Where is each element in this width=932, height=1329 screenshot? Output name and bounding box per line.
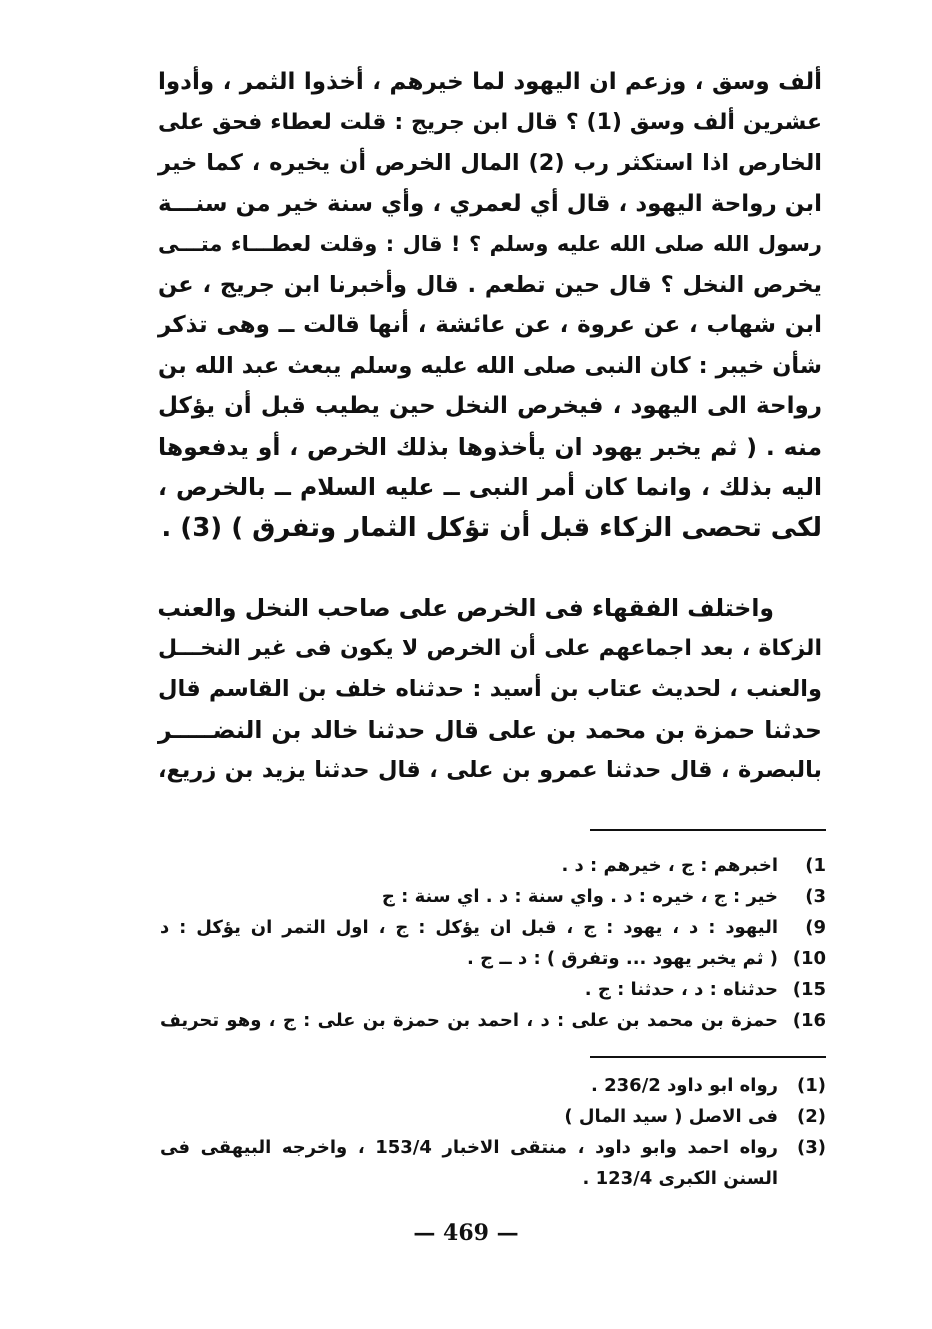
text-line: والعنب ، لحديث عتاب بن أسيد : حدثناه خلف بن القاسم قال [158, 676, 822, 702]
variant-note [160, 881, 826, 912]
text-line: واختلف الفقهاء فى الخرص على صاحب النخل والعنب [157, 594, 774, 622]
note-text: رواه احمد وابو داود ، منتقى الاخبار 153/4 ، واخرجه البيهقى فى [160, 1137, 778, 1158]
text-line: حدثنا حمزة بن محمد بن على قال حدثنا خالد بن النضـــــر [158, 715, 822, 744]
note-number: (3) [797, 1137, 826, 1158]
note-text: فى الاصل ( سيد المال ) [564, 1106, 778, 1127]
note-text: حدثناه : د ، حدثنا : ج . [584, 979, 778, 1000]
variant-note [160, 974, 826, 1005]
text-line: عشرين ألف وسق (1) ؟ قال ابن جريج : قلت لعطاء فحق على [158, 109, 822, 135]
note-number: (2) [797, 1106, 826, 1127]
text-line: رسول الله صلى الله عليه وسلم ؟ ! قال : وقلت لعطـــاء متـــى [158, 232, 822, 256]
source-notes [160, 1070, 826, 1194]
note-number: 1) [805, 855, 826, 876]
paragraph-gap [158, 548, 822, 588]
main-text [158, 62, 822, 791]
text-line: ألف وسق ، وزعم ان اليهود لما خيرهم ، أخذوا الثمر ، وأدوا [158, 69, 822, 95]
variant-note [160, 1005, 826, 1036]
text-line: منه . ( ثم يخبر يهود ان يأخذوها بذلك الخرص ، أو يدفعوها [158, 432, 822, 461]
note-text: اليهود : د ، يهود : ج ، قبل ان يؤكل : ج ، اول التمر ان يؤكل : د [160, 917, 778, 938]
source-note [160, 1132, 826, 1163]
text-line: يخرص النخل ؟ قال حين تطعم . قال وأخبرنا ابن جريج ، عن [158, 271, 822, 298]
note-text: اخبرهم : ج ، خيرهم : د . [561, 855, 778, 876]
note-number: 3) [805, 886, 826, 907]
text-line: ابن شهاب ، عن عروة ، عن عائشة ، أنها قالت ــ وهى تذكر [158, 312, 822, 338]
note-text: حمزة بن محمد بن على : د ، احمد بن حمزة بن على : ج ، وهو تحريف [160, 1010, 778, 1031]
footnote-divider [590, 1056, 826, 1058]
footnote-divider [590, 829, 826, 831]
text-line: بالبصرة ، قال حدثنا عمرو بن على ، قال حدثنا يزيد بن زريع، [158, 757, 822, 783]
text-line: ابن رواحة اليهود ، قال أي لعمري ، وأي سنة خير من سنـــة [158, 190, 822, 217]
note-number: 9) [805, 917, 826, 938]
source-note [160, 1070, 826, 1101]
note-text: السنن الكبرى 123/4 . [582, 1168, 778, 1189]
text-line: رواحة الى اليهود ، فيخرص النخل حين يطيب قبل أن يؤكل [158, 393, 822, 419]
note-number: 15) [792, 979, 826, 1000]
text-line: شأن خيبر : كان النبى صلى الله عليه وسلم يبعث عبد الله بن [158, 352, 822, 379]
text-line: اليه بذلك ، وانما كان أمر النبى ــ عليه السلام ــ بالخرص ، [158, 473, 822, 501]
text-line: الخارص اذا استكثر رب (2) المال الخرص أن يخيره ، كما خير [158, 150, 822, 176]
source-note [160, 1163, 826, 1194]
variant-note [160, 912, 826, 943]
text-line: لكى تحصى الزكاء قبل أن تؤكل الثمار وتفرق ) (3) . [161, 512, 822, 543]
source-note [160, 1101, 826, 1132]
note-number: 10) [792, 948, 826, 969]
note-number: (1) [797, 1075, 826, 1096]
text-line: الزكاة ، بعد اجماعهم على أن الخرص لا يكون فى غير النخـــل [158, 635, 822, 661]
page-number: — 469 — [413, 1220, 519, 1246]
note-text: خير : ج ، خيره : د . واي سنة : د . اي سنة : ج [381, 886, 778, 907]
note-number: 16) [792, 1010, 826, 1031]
note-text: رواه ابو داود 236/2 . [591, 1075, 778, 1096]
variant-notes [160, 850, 826, 1036]
variant-note [160, 943, 826, 974]
variant-note [160, 850, 826, 881]
note-text: ( ثم يخبر يهود ... وتفرق ) : د ــ ج . [467, 948, 778, 969]
